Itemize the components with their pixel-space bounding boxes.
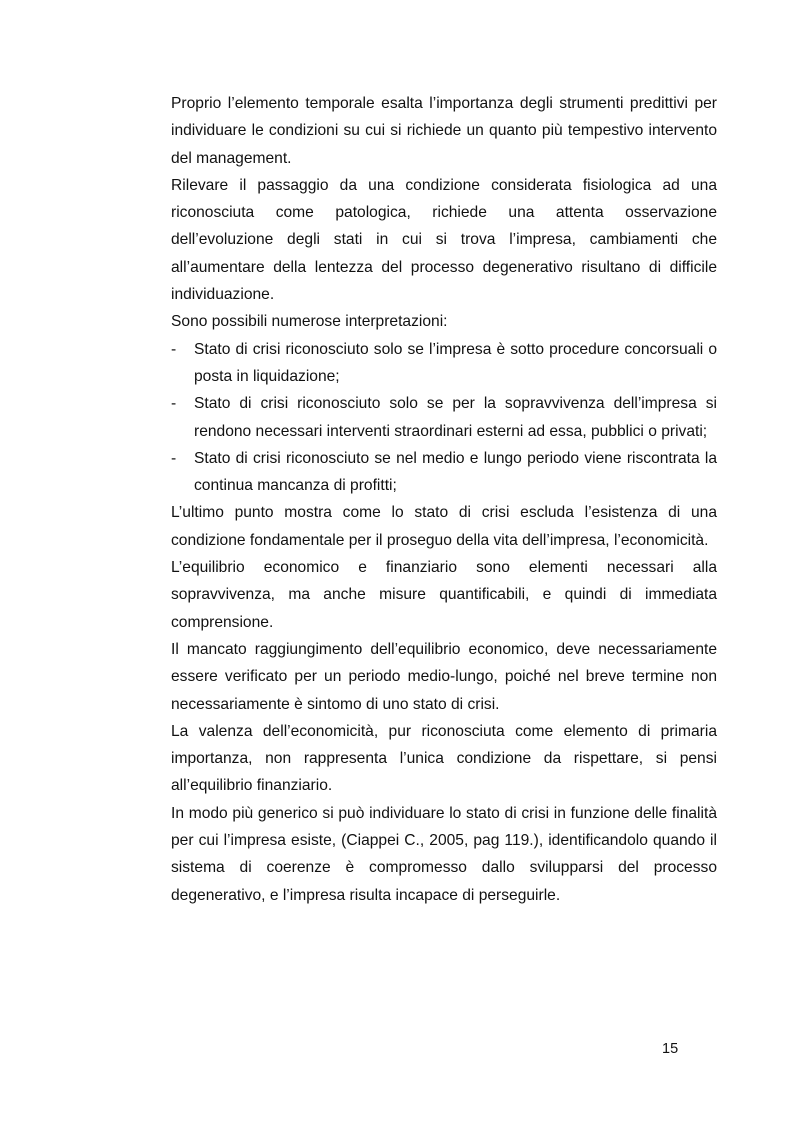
list-item bbox=[171, 390, 717, 445]
list-item-text: Stato di crisi riconosciuto se nel medio e lungo periodo viene riscontrata la continua mancanza di profitti; bbox=[194, 449, 717, 495]
paragraph: L’equilibrio economico e finanziario sono elementi necessari alla sopravvivenza, ma anche misure quantificabili, e quindi di immediata comprensione. bbox=[171, 559, 717, 631]
paragraph: La valenza dell’economicità, pur riconosciuta come elemento di primaria importanza, non rappresenta l’unica condizione da rispettare, si pensi all’equilibrio finanziario. bbox=[171, 722, 717, 795]
page-number: 15 bbox=[662, 1041, 679, 1057]
paragraph: Proprio l’elemento temporale esalta l’importanza degli strumenti predittivi per individuare le condizioni su cui si richiede un quanto più tempestivo intervento del management. bbox=[171, 95, 717, 167]
bullet-marker: - bbox=[171, 340, 177, 358]
list-item bbox=[171, 445, 717, 500]
list-item-text: Stato di crisi riconosciuto solo se l’impresa è sotto procedure concorsuali o posta in liquidazione; bbox=[194, 340, 717, 385]
bullet-marker: - bbox=[171, 449, 177, 467]
paragraph: In modo più generico si può individuare lo stato di crisi in funzione delle finalità per cui l’impresa esiste, (Ciappei C., 2005, pag 119.), identificandolo quando il sistema di coerenze è compromesso dallo svilupparsi del processo degenerativo, e l’impresa risulta incapace di perseguirle. bbox=[171, 804, 717, 904]
interpretations-list bbox=[171, 336, 717, 500]
list-item bbox=[171, 336, 717, 391]
paragraph: Il mancato raggiungimento dell’equilibrio economico, deve necessariamente essere verificato per un periodo medio-lungo, poiché nel breve termine non necessariamente è sintomo di uno stato di crisi. bbox=[171, 640, 717, 713]
paragraph: Sono possibili numerose interpretazioni: bbox=[171, 313, 448, 331]
paragraph: Rilevare il passaggio da una condizione considerata fisiologica ad una riconosciuta come patologica, richiede una attenta osservazione dell’evoluzione degli stati in cui si trova l’impresa, cambiamenti che all’aumentare della lentezza del processo degenerativo risultano di difficile individuazione. bbox=[171, 176, 717, 304]
list-item-text: Stato di crisi riconosciuto solo se per la sopravvivenza dell’impresa si rendono necessari interventi straordinari esterni ad essa, pubblici o privati; bbox=[194, 395, 717, 440]
document-body bbox=[171, 90, 717, 909]
bullet-marker: - bbox=[171, 395, 177, 413]
paragraph: L’ultimo punto mostra come lo stato di crisi escluda l’esistenza di una condizione fondamentale per il proseguo della vita dell’impresa, l’economicità. bbox=[171, 504, 717, 549]
